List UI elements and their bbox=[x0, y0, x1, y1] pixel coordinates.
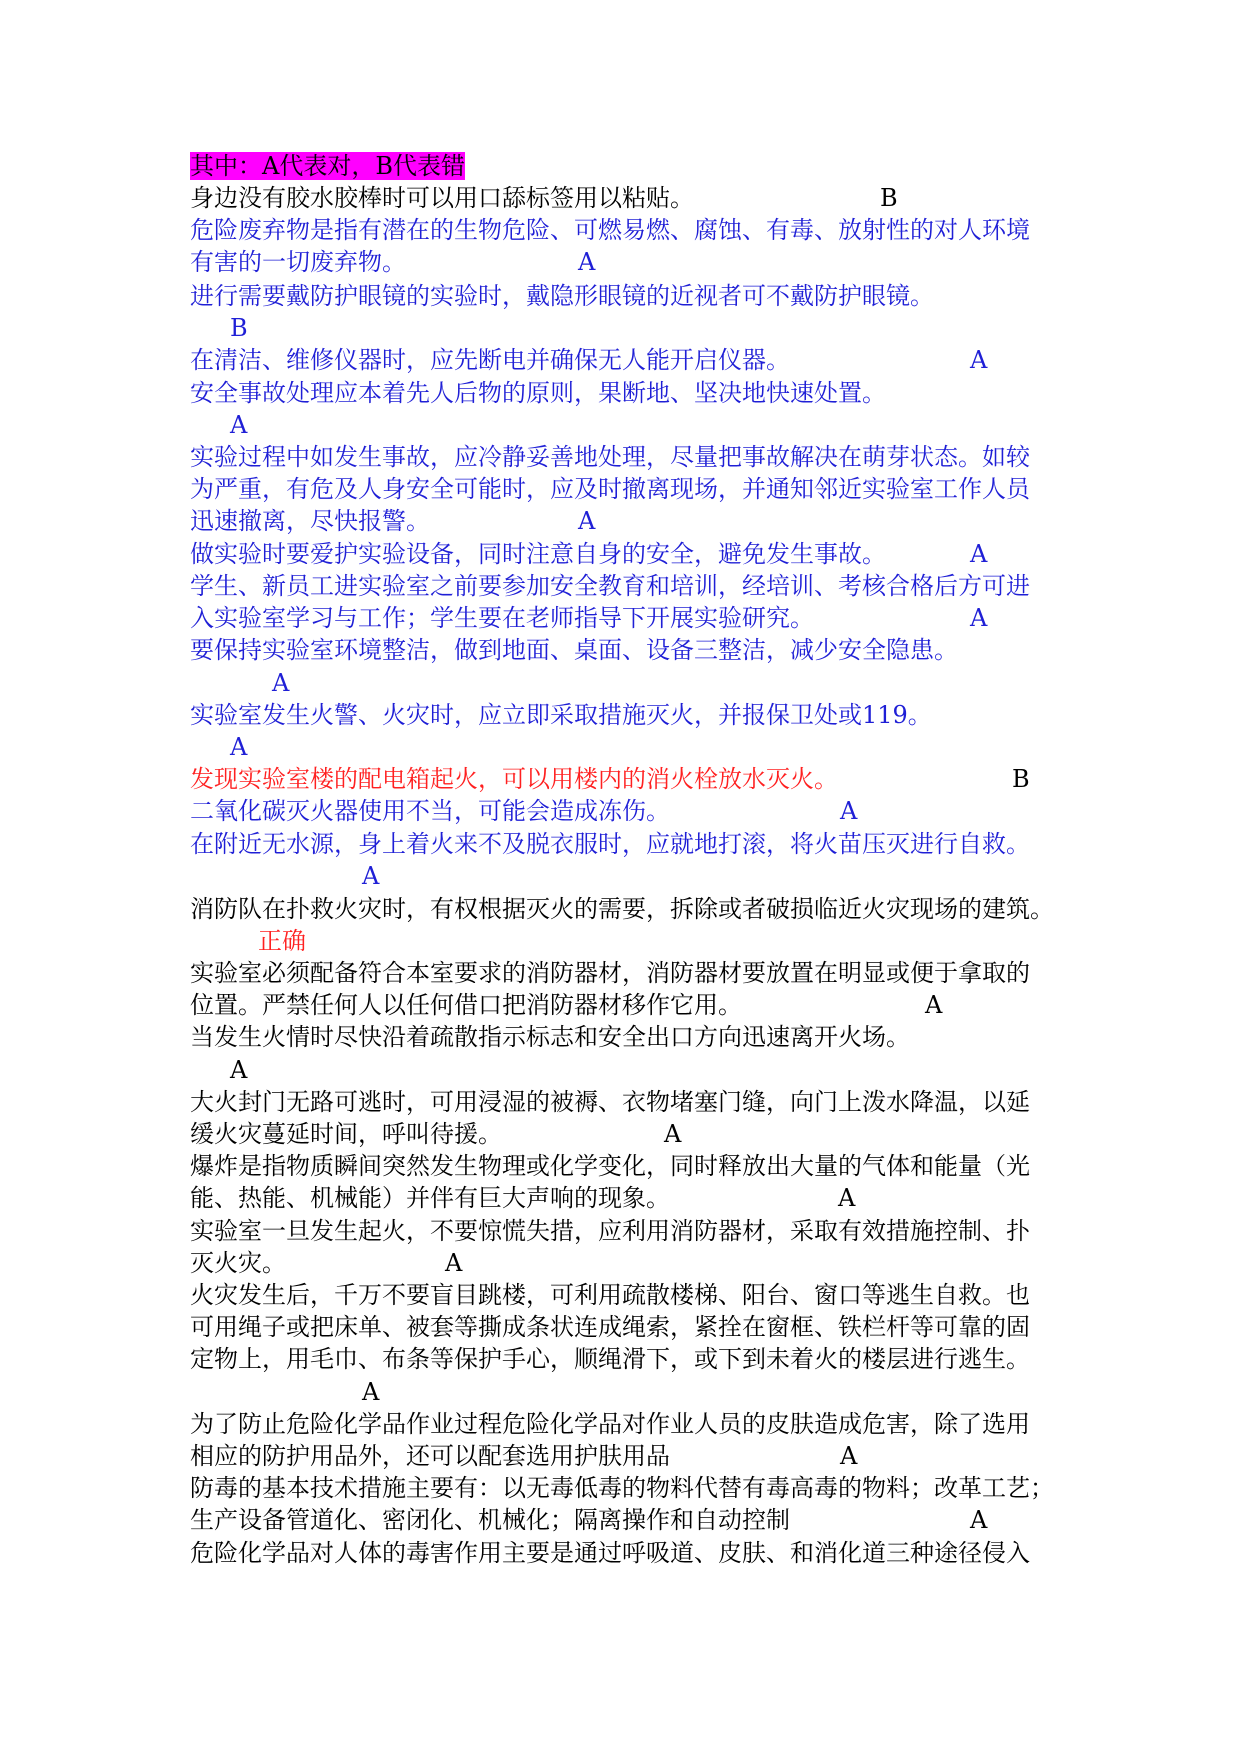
question-text: 实验室必须配备符合本室要求的消防器材，消防器材要放置在明显或便于拿取的 bbox=[190, 959, 1030, 987]
question-text: 要保持实验室环境整洁，做到地面、桌面、设备三整洁，减少安全隐患。 bbox=[190, 636, 958, 664]
question-text: 危险化学品对人体的毒害作用主要是通过呼吸道、皮肤、和消化道三种途径侵入 bbox=[190, 1539, 1030, 1567]
question-text: 实验室发生火警、火灾时，应立即采取措施灭火，并报保卫处或119。 bbox=[190, 701, 932, 729]
answer-label: A bbox=[578, 248, 596, 276]
question-text: 发现实验室楼的配电箱起火，可以用楼内的消火栓放水灭火。 bbox=[190, 765, 838, 793]
question-text: 灭火灾。 bbox=[190, 1249, 286, 1277]
answer-label: A bbox=[362, 862, 380, 890]
legend-highlight: 其中：A代表对，B代表错 bbox=[190, 152, 465, 180]
answer-label: B bbox=[1012, 765, 1030, 793]
question-text: 在清洁、维修仪器时，应先断电并确保无人能开启仪器。 bbox=[190, 346, 790, 374]
answer-label: B bbox=[230, 314, 248, 342]
answer-label: A bbox=[272, 669, 290, 697]
question-text: 为了防止危险化学品作业过程危险化学品对作业人员的皮肤造成危害，除了选用 bbox=[190, 1410, 1030, 1438]
answer-label: A bbox=[838, 1184, 856, 1212]
answer-label: A bbox=[230, 411, 248, 439]
answer-label: A bbox=[970, 346, 988, 374]
question-text: 能、热能、机械能）并伴有巨大声响的现象。 bbox=[190, 1184, 670, 1212]
question-text: 相应的防护用品外，还可以配套选用护肤用品 bbox=[190, 1442, 670, 1470]
question-text: 定物上，用毛巾、布条等保护手心，顺绳滑下，或下到未着火的楼层进行逃生。 bbox=[190, 1345, 1030, 1373]
answer-label: A bbox=[578, 507, 596, 535]
question-text: 位置。严禁任何人以任何借口把消防器材移作它用。 bbox=[190, 991, 742, 1019]
answer-label: A bbox=[230, 1056, 248, 1084]
question-text: 身边没有胶水胶棒时可以用口舔标签用以粘贴。 bbox=[190, 184, 694, 212]
question-text: 为严重，有危及人身安全可能时，应及时撤离现场，并通知邻近实验室工作人员 bbox=[190, 475, 1030, 503]
answer-label: A bbox=[970, 1506, 988, 1534]
question-text: 学生、新员工进实验室之前要参加安全教育和培训，经培训、考核合格后方可进 bbox=[190, 572, 1030, 600]
answer-label: B bbox=[880, 184, 898, 212]
answer-label: A bbox=[970, 540, 988, 568]
answer-label: A bbox=[970, 604, 988, 632]
answer-label: A bbox=[840, 1442, 858, 1470]
answer-label: A bbox=[230, 733, 248, 761]
question-text: 缓火灾蔓延时间，呼叫待援。 bbox=[190, 1120, 502, 1148]
question-text: 入实验室学习与工作；学生要在老师指导下开展实验研究。 bbox=[190, 604, 814, 632]
question-text: 大火封门无路可逃时，可用浸湿的被褥、衣物堵塞门缝，向门上泼水降温，以延 bbox=[190, 1088, 1030, 1116]
answer-label: A bbox=[445, 1249, 463, 1277]
answer-label: 正确 bbox=[258, 927, 306, 955]
question-text: 危险废弃物是指有潜在的生物危险、可燃易燃、腐蚀、有毒、放射性的对人环境 bbox=[190, 216, 1030, 244]
answer-label: A bbox=[840, 797, 858, 825]
question-text: 防毒的基本技术措施主要有：以无毒低毒的物料代替有毒高毒的物料；改革工艺； bbox=[190, 1474, 1054, 1502]
question-text: 二氧化碳灭火器使用不当，可能会造成冻伤。 bbox=[190, 797, 670, 825]
legend-line bbox=[190, 150, 465, 182]
question-text: 爆炸是指物质瞬间突然发生物理或化学变化，同时释放出大量的气体和能量（光 bbox=[190, 1152, 1030, 1180]
answer-label: A bbox=[664, 1120, 682, 1148]
question-text: 迅速撤离，尽快报警。 bbox=[190, 507, 430, 535]
question-text: 可用绳子或把床单、被套等撕成条状连成绳索，紧拴在窗框、铁栏杆等可靠的固 bbox=[190, 1313, 1030, 1341]
question-text: 实验过程中如发生事故，应冷静妥善地处理，尽量把事故解决在萌芽状态。如较 bbox=[190, 443, 1030, 471]
question-text: 生产设备管道化、密闭化、机械化；隔离操作和自动控制 bbox=[190, 1506, 790, 1534]
question-text: 安全事故处理应本着先人后物的原则，果断地、坚决地快速处置。 bbox=[190, 379, 886, 407]
question-text: 当发生火情时尽快沿着疏散指示标志和安全出口方向迅速离开火场。 bbox=[190, 1023, 910, 1051]
question-text: 消防队在扑救火灾时，有权根据灭火的需要，拆除或者破损临近火灾现场的建筑。 bbox=[190, 895, 1054, 923]
question-text: 火灾发生后，千万不要盲目跳楼，可利用疏散楼梯、阳台、窗口等逃生自救。也 bbox=[190, 1281, 1030, 1309]
answer-label: A bbox=[925, 991, 943, 1019]
question-text: 实验室一旦发生起火，不要惊慌失措，应利用消防器材，采取有效措施控制、扑 bbox=[190, 1217, 1030, 1245]
question-text: 做实验时要爱护实验设备，同时注意自身的安全，避免发生事故。 bbox=[190, 540, 886, 568]
answer-label: A bbox=[362, 1378, 380, 1406]
question-text: 进行需要戴防护眼镜的实验时，戴隐形眼镜的近视者可不戴防护眼镜。 bbox=[190, 282, 934, 310]
question-text: 在附近无水源，身上着火来不及脱衣服时，应就地打滚，将火苗压灭进行自救。 bbox=[190, 830, 1030, 858]
question-text: 有害的一切废弃物。 bbox=[190, 248, 406, 276]
